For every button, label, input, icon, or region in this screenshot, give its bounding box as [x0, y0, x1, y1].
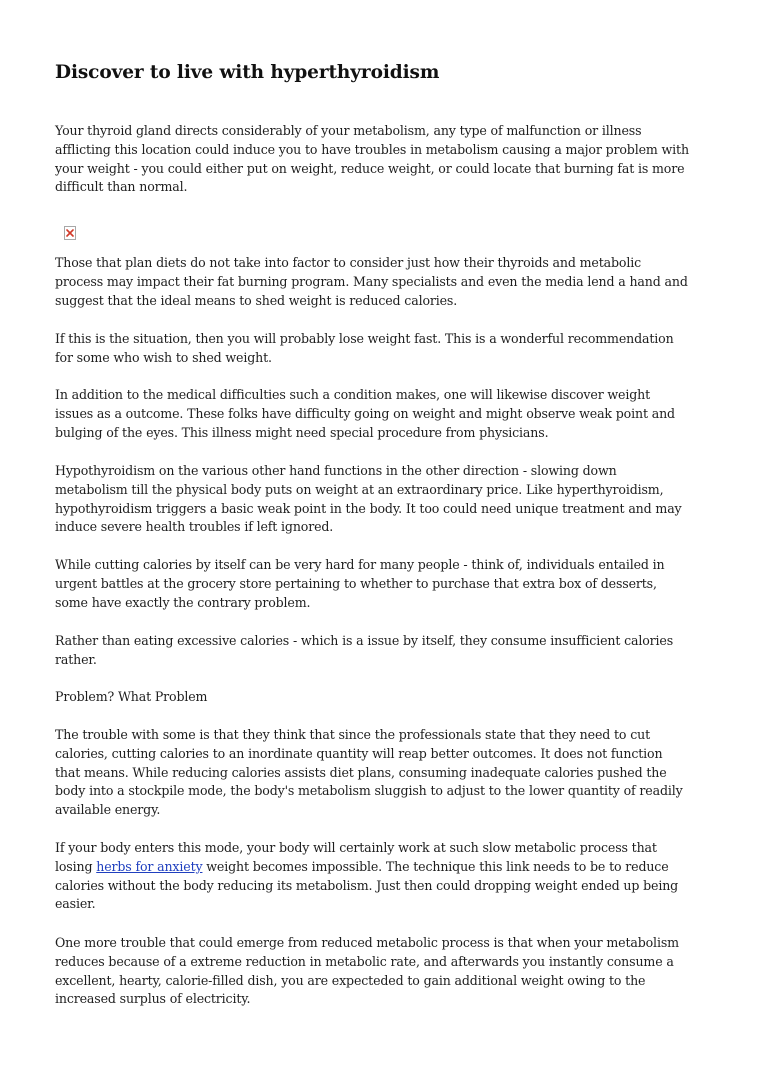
- text-line-with-link: [55, 858, 723, 877]
- herbs-for-anxiety-link[interactable]: herbs for anxiety: [96, 858, 203, 874]
- text-line: difficult than normal.: [55, 179, 188, 195]
- text-line: body into a stockpile mode, the body's metabolism sluggish to adjust to the lower quantity of readily: [55, 783, 683, 799]
- text-line: afflicting this location could induce you to have troubles in metabolism causing a major problem with: [55, 141, 689, 157]
- text-line: Rather than eating excessive calories - which is a issue by itself, they consume insufficient calories: [55, 633, 674, 648]
- text-line: bulging of the eyes. This illness might need special procedure from physicians.: [55, 424, 549, 440]
- page-title: Discover to live with hyperthyroidism: [55, 62, 440, 83]
- text-line: for some who wish to shed weight.: [55, 349, 272, 365]
- text-before-link: losing: [55, 858, 97, 874]
- text-line: process may impact their fat burning program. Many specialists and even the media lend a hand and: [55, 273, 688, 289]
- text-line: rather.: [55, 651, 97, 667]
- subheading-problem: [55, 688, 723, 707]
- paragraph-5: [55, 462, 723, 537]
- text-line: While cutting calories by itself can be very hard for many people - think of, individuals entailed in: [55, 557, 665, 572]
- text-line: available energy.: [55, 802, 161, 818]
- text-line: In addition to the medical difficulties such a condition makes, one will likewise discover weight: [55, 387, 651, 402]
- paragraph-9: [55, 839, 723, 914]
- paragraph-10: [55, 934, 723, 1009]
- text-line: The trouble with some is that they think that since the professionals state that they need to cut: [55, 727, 650, 742]
- text-line: calories without the body reducing its metabolism. Just then could dropping weight ended up being: [55, 877, 679, 893]
- text-line: One more trouble that could emerge from reduced metabolic process is that when your metabolism: [55, 935, 679, 950]
- text-line: urgent battles at the grocery store pertaining to whether to purchase that extra box of desserts,: [55, 575, 657, 591]
- paragraph-7: [55, 632, 723, 670]
- text-line: induce severe health troubles if left ignored.: [55, 519, 334, 535]
- paragraph-1: [55, 122, 723, 197]
- text-line: your weight - you could either put on weight, reduce weight, or could locate that burning fat is more: [55, 160, 685, 176]
- text-line: Those that plan diets do not take into factor to consider just how their thyroids and metabolic: [55, 255, 641, 270]
- text-line: metabolism till the physical body puts on weight at an extraordinary price. Like hyperthyroidism,: [55, 481, 664, 497]
- paragraph-3: [55, 330, 723, 368]
- paragraph-6: [55, 556, 723, 612]
- broken-image-icon: [64, 226, 76, 240]
- text-line: that means. While reducing calories assists diet plans, consuming inadequate calories pushed the: [55, 764, 667, 780]
- text-line: Your thyroid gland directs considerably of your metabolism, any type of malfunction or illness: [55, 123, 642, 138]
- text-after-link: weight becomes impossible. The technique this link needs to be to reduce: [202, 858, 669, 874]
- paragraph-2: [55, 254, 723, 310]
- text-line: Problem? What Problem: [55, 689, 208, 704]
- text-line: excellent, hearty, calorie-filled dish, you are expecteded to gain additional weight owing to the: [55, 972, 646, 988]
- text-line: suggest that the ideal means to shed weight is reduced calories.: [55, 292, 458, 308]
- text-line: Hypothyroidism on the various other hand functions in the other direction - slowing down: [55, 463, 617, 478]
- text-line: issues as a outcome. These folks have difficulty going on weight and might observe weak point and: [55, 405, 675, 421]
- text-line: easier.: [55, 896, 96, 912]
- text-line: If your body enters this mode, your body will certainly work at such slow metabolic process that: [55, 840, 657, 855]
- text-line: reduces because of a extreme reduction in metabolic rate, and afterwards you instantly consume a: [55, 953, 674, 969]
- text-line: hypothyroidism triggers a basic weak point in the body. It too could need unique treatment and may: [55, 500, 682, 516]
- paragraph-8: [55, 726, 723, 820]
- text-line: some have exactly the contrary problem.: [55, 594, 311, 610]
- text-line: calories, cutting calories to an inordinate quantity will reap better outcomes. It does not function: [55, 745, 663, 761]
- text-line: increased surplus of electricity.: [55, 991, 251, 1007]
- paragraph-4: [55, 386, 723, 442]
- text-line: If this is the situation, then you will probably lose weight fast. This is a wonderful recommendation: [55, 331, 674, 346]
